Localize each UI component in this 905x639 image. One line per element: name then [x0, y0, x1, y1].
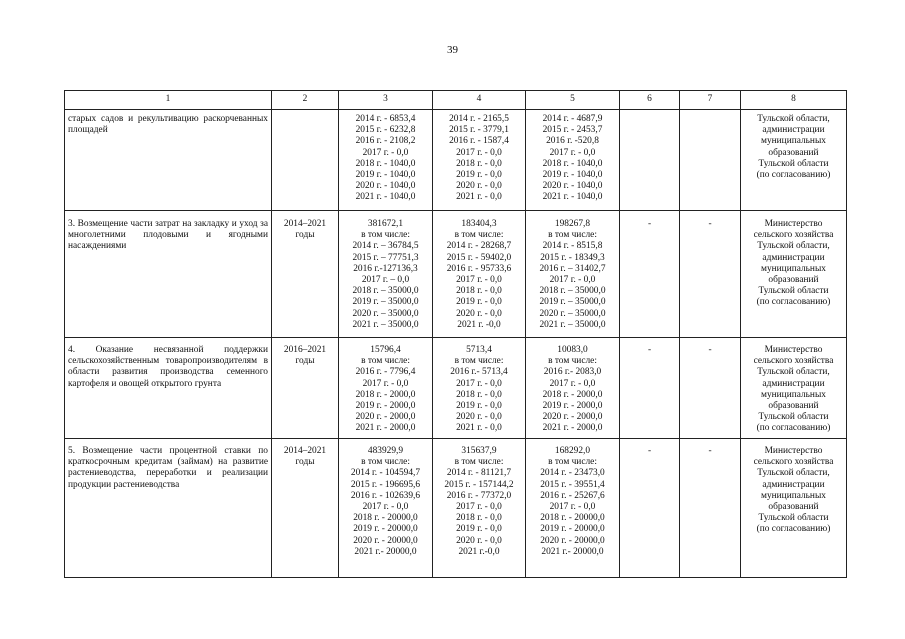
header-row: [65, 91, 847, 110]
executor-line: Тульской области,: [757, 114, 830, 124]
column-7-cell: [680, 439, 741, 578]
regional-budget-cell: [433, 439, 526, 578]
year-amount-line: 2016 г.- 5713,4: [450, 367, 508, 378]
column-6-cell: [620, 110, 680, 211]
year-amount-line: 2016 г. -520,8: [546, 136, 599, 147]
total-value: 168292,0: [554, 446, 591, 456]
executor-line: Тульской области,: [757, 367, 830, 378]
activity-cell: [65, 211, 272, 338]
period-cell: [272, 338, 339, 439]
year-amount-line: 2014 г. - 2165,5: [449, 114, 509, 124]
column-7-text: -: [708, 446, 712, 456]
year-amount-line: 2021 г. - 2000,0: [355, 423, 416, 434]
activity-text: 5. Возмещение части процентной ставки по краткосрочным кредитам (займам) на развитие растениеводства, переработки и реализации продукции растениеводства: [68, 446, 268, 490]
column-7-text: -: [708, 345, 712, 355]
executor-line: сельского хозяйства: [753, 230, 834, 241]
period-cell: [272, 110, 339, 211]
year-amount-line: 2016 г. - 2108,2: [355, 136, 416, 147]
executor-cell: [741, 439, 847, 578]
federal-budget-cell: [526, 439, 620, 578]
year-amount-line: 2019 г. - 0,0: [456, 297, 502, 308]
including-label: в том числе:: [454, 457, 504, 468]
year-amount-line: 2020 г. – 35000,0: [352, 308, 419, 319]
executor-line: муниципальных: [761, 136, 826, 147]
year-amount-line: 2020 г. – 35000,0: [539, 308, 606, 319]
activity-cell: [65, 110, 272, 211]
year-amount-line: 2015 г. - 2453,7: [542, 125, 603, 136]
year-amount-line: 2015 г. - 3779,1: [449, 125, 509, 136]
period-cell: [272, 439, 339, 578]
period-text: 2016–2021 годы: [283, 345, 327, 367]
year-amount-line: 2017 г. – 0,0: [361, 275, 410, 286]
activity-text: 3. Возмещение части затрат на закладку и уход за многолетними плодовыми и ягодными насаждениями: [68, 219, 268, 252]
year-amount-line: 2020 г. - 20000,0: [353, 535, 418, 546]
column-6-cell: [620, 338, 680, 439]
year-amount-line: 2014 г. - 28268,7: [446, 241, 512, 252]
year-amount-line: 2017 г. - 0,0: [362, 147, 409, 158]
executor-line: Тульской области: [758, 158, 829, 169]
year-amount-line: 2017 г. - 0,0: [456, 147, 502, 158]
including-label: в том числе:: [454, 356, 504, 367]
total-value: 483929,9: [367, 446, 404, 456]
column-6-text: -: [647, 446, 652, 456]
executor-line: Тульской области: [758, 513, 829, 524]
year-amount-line: 2016 г.-127136,3: [353, 263, 418, 274]
page-number: 39: [447, 44, 458, 56]
year-amount-line: 2014 г. - 8515,8: [542, 241, 603, 252]
federal-budget-cell: [526, 338, 620, 439]
year-amount-line: 2015 г. - 18349,3: [540, 252, 605, 263]
column-header: 2: [272, 91, 339, 110]
year-amount-line: 2020 г. - 0,0: [456, 412, 502, 423]
year-amount-line: 2020 г. - 2000,0: [542, 412, 603, 423]
column-header: 5: [526, 91, 620, 110]
executor-line: Министерство: [764, 446, 823, 456]
year-amount-line: 2018 г. - 0,0: [456, 158, 502, 169]
total-value: 10083,0: [557, 345, 588, 355]
year-amount-line: 2016 г. - 1587,4: [449, 136, 509, 147]
year-amount-line: 2021 г. - 0,0: [456, 192, 502, 203]
year-amount-line: 2015 г. - 157144,2: [444, 479, 514, 490]
year-amount-line: 2014 г. - 104594,7: [350, 468, 421, 479]
year-amount-line: 2021 г.- 20000,0: [354, 546, 417, 557]
table-body: [65, 110, 847, 578]
total-value: 5713,4: [466, 345, 492, 355]
executor-line: Тульской области: [758, 412, 829, 423]
year-amount-line: 2018 г. – 35000,0: [352, 286, 419, 297]
year-amount-line: 2018 г. - 0,0: [456, 286, 502, 297]
activity-text: 4. Оказание несвязанной поддержки сельскохозяйственным товаропроизводителям в области развития производства семенного картофеля и овощей открытого грунта: [68, 345, 268, 389]
executor-line: Министерство: [764, 345, 823, 355]
year-amount-line: 2021 г. - 2000,0: [542, 423, 603, 434]
year-amount-line: 2020 г. - 2000,0: [355, 412, 416, 423]
year-amount-line: 2018 г. - 2000,0: [542, 389, 603, 400]
year-amount-line: 2019 г. - 0,0: [456, 170, 502, 181]
period-cell: [272, 211, 339, 338]
year-amount-line: 2019 г. – 35000,0: [352, 297, 419, 308]
including-label: в том числе:: [548, 356, 597, 367]
year-amount-line: 2020 г. - 0,0: [456, 535, 502, 546]
year-amount-line: 2018 г. - 1040,0: [542, 158, 603, 169]
year-amount-line: 2019 г. - 2000,0: [542, 401, 603, 412]
column-6-cell: [620, 211, 680, 338]
column-6-cell: [620, 439, 680, 578]
year-amount-line: 2016 г. – 31402,7: [539, 263, 606, 274]
column-7-cell: [680, 338, 741, 439]
year-amount-line: 2019 г. - 0,0: [456, 524, 502, 535]
executor-line: администрации: [762, 378, 825, 389]
year-amount-line: 2016 г. - 95733,6: [446, 263, 512, 274]
year-amount-line: 2019 г. - 20000,0: [540, 524, 605, 535]
column-header: 7: [680, 91, 741, 110]
table-row: [65, 211, 847, 338]
year-amount-line: 2021 г. – 35000,0: [352, 319, 419, 330]
total-funding-cell: [339, 211, 433, 338]
year-amount-line: 2017 г. - 0,0: [549, 502, 596, 513]
year-amount-line: 2020 г. - 1040,0: [542, 181, 603, 192]
year-amount-line: 2019 г. - 20000,0: [353, 524, 418, 535]
executor-line: сельского хозяйства: [753, 356, 834, 367]
year-amount-line: 2018 г. - 0,0: [456, 389, 502, 400]
including-label: в том числе:: [361, 457, 410, 468]
year-amount-line: 2020 г. - 0,0: [456, 308, 502, 319]
executor-line: образований: [768, 502, 819, 513]
total-funding-cell: [339, 338, 433, 439]
year-amount-line: 2018 г. - 20000,0: [540, 513, 605, 524]
column-6-text: -: [647, 345, 652, 355]
year-amount-line: 2021 г. – 35000,0: [539, 319, 606, 330]
year-amount-line: 2018 г. – 35000,0: [539, 286, 606, 297]
total-funding-cell: [339, 439, 433, 578]
period-text: 2014–2021 годы: [283, 446, 327, 468]
year-amount-line: 2015 г. - 6232,8: [355, 125, 416, 136]
column-7-cell: [680, 211, 741, 338]
year-amount-line: 2017 г. - 0,0: [456, 275, 502, 286]
year-amount-line: 2017 г. - 0,0: [549, 275, 596, 286]
column-header: 6: [620, 91, 680, 110]
executor-line: образований: [768, 401, 819, 412]
executor-line: (по согласованию): [756, 423, 831, 434]
executor-line: (по согласованию): [756, 524, 831, 535]
total-value: 15796,4: [370, 345, 401, 355]
year-amount-line: 2016 г. - 102639,6: [350, 490, 421, 501]
year-amount-line: 2021 г. - 1040,0: [355, 192, 416, 203]
year-amount-line: 2016 г. - 7796,4: [355, 367, 416, 378]
column-header: 8: [741, 91, 847, 110]
year-amount-line: 2020 г. - 20000,0: [540, 535, 605, 546]
year-amount-line: 2021 г. - 0,0: [456, 423, 502, 434]
period-text: 2014–2021 годы: [283, 219, 327, 241]
year-amount-line: 2015 г. – 77751,3: [352, 252, 419, 263]
executor-line: муниципальных: [761, 389, 826, 400]
year-amount-line: 2016 г. - 77372,0: [446, 490, 512, 501]
year-amount-line: 2017 г. - 0,0: [362, 502, 409, 513]
table-row: [65, 338, 847, 439]
year-amount-line: 2014 г. - 81121,7: [446, 468, 512, 479]
executor-line: (по согласованию): [756, 297, 831, 308]
year-amount-line: 2017 г. - 0,0: [549, 378, 596, 389]
year-amount-line: 2017 г. - 0,0: [362, 378, 409, 389]
year-amount-line: 2016 г.- 2083,0: [543, 367, 602, 378]
year-amount-line: 2014 г. – 36784,5: [352, 241, 419, 252]
table-row: [65, 439, 847, 578]
executor-line: администрации: [762, 125, 825, 136]
executor-line: администрации: [762, 479, 825, 490]
executor-line: Тульской области,: [757, 241, 830, 252]
year-amount-line: 2019 г. - 0,0: [456, 401, 502, 412]
year-amount-line: 2019 г. - 1040,0: [542, 170, 603, 181]
year-amount-line: 2017 г. - 0,0: [456, 378, 502, 389]
total-value: 381672,1: [367, 219, 404, 229]
year-amount-line: 2020 г. - 0,0: [456, 181, 502, 192]
year-amount-line: 2014 г. - 23473,0: [540, 468, 605, 479]
total-value: 183404,3: [461, 219, 497, 229]
regional-budget-cell: [433, 110, 526, 211]
including-label: в том числе:: [361, 230, 410, 241]
year-amount-line: 2020 г. - 1040,0: [355, 181, 416, 192]
year-amount-line: 2017 г. - 0,0: [549, 147, 596, 158]
including-label: в том числе:: [361, 356, 410, 367]
activity-text: старых садов и рекультивацию раскорчеванных площадей: [68, 114, 268, 136]
year-amount-line: 2021 г.- 20000,0: [541, 546, 604, 557]
activity-cell: [65, 439, 272, 578]
regional-budget-cell: [433, 211, 526, 338]
executor-line: сельского хозяйства: [753, 457, 834, 468]
executor-cell: [741, 338, 847, 439]
column-7-text: -: [708, 219, 712, 229]
table-row: [65, 110, 847, 211]
year-amount-line: 2018 г. - 20000,0: [353, 513, 418, 524]
year-amount-line: 2017 г. - 0,0: [456, 502, 502, 513]
executor-line: муниципальных: [761, 263, 826, 274]
year-amount-line: 2014 г. - 6853,4: [355, 114, 416, 124]
executor-line: образований: [768, 275, 819, 286]
regional-budget-cell: [433, 338, 526, 439]
including-label: в том числе:: [454, 230, 504, 241]
year-amount-line: 2018 г. - 2000,0: [355, 389, 416, 400]
year-amount-line: 2021 г.-0,0: [458, 546, 500, 557]
total-value: 198267,8: [554, 219, 591, 229]
executor-line: Тульской области: [758, 286, 829, 297]
executor-line: образований: [768, 147, 819, 158]
executor-line: администрации: [762, 252, 825, 263]
executor-line: Тульской области,: [757, 468, 830, 479]
program-table: [64, 90, 847, 578]
executor-line: Министерство: [764, 219, 823, 229]
executor-line: (по согласованию): [756, 170, 831, 181]
total-value: 315637,9: [461, 446, 497, 456]
activity-cell: [65, 338, 272, 439]
year-amount-line: 2021 г. -0,0: [457, 319, 501, 330]
including-label: в том числе:: [548, 457, 597, 468]
year-amount-line: 2019 г. - 2000,0: [355, 401, 416, 412]
column-header: 4: [433, 91, 526, 110]
executor-line: муниципальных: [761, 490, 826, 501]
year-amount-line: 2021 г. - 1040,0: [542, 192, 603, 203]
year-amount-line: 2016 г. - 25267,6: [540, 490, 605, 501]
year-amount-line: 2015 г. - 59402,0: [446, 252, 512, 263]
executor-cell: [741, 110, 847, 211]
year-amount-line: 2018 г. - 0,0: [456, 513, 502, 524]
column-6-text: -: [647, 219, 652, 229]
column-header: 3: [339, 91, 433, 110]
year-amount-line: 2018 г. - 1040,0: [355, 158, 416, 169]
column-7-cell: [680, 110, 741, 211]
year-amount-line: 2014 г. - 4687,9: [542, 114, 603, 124]
federal-budget-cell: [526, 110, 620, 211]
total-funding-cell: [339, 110, 433, 211]
including-label: в том числе:: [548, 230, 597, 241]
federal-budget-cell: [526, 211, 620, 338]
executor-cell: [741, 211, 847, 338]
year-amount-line: 2019 г. – 35000,0: [539, 297, 606, 308]
year-amount-line: 2019 г. - 1040,0: [355, 170, 416, 181]
year-amount-line: 2015 г. - 39551,4: [540, 479, 605, 490]
column-header: 1: [65, 91, 272, 110]
year-amount-line: 2015 г. - 196695,6: [350, 479, 421, 490]
